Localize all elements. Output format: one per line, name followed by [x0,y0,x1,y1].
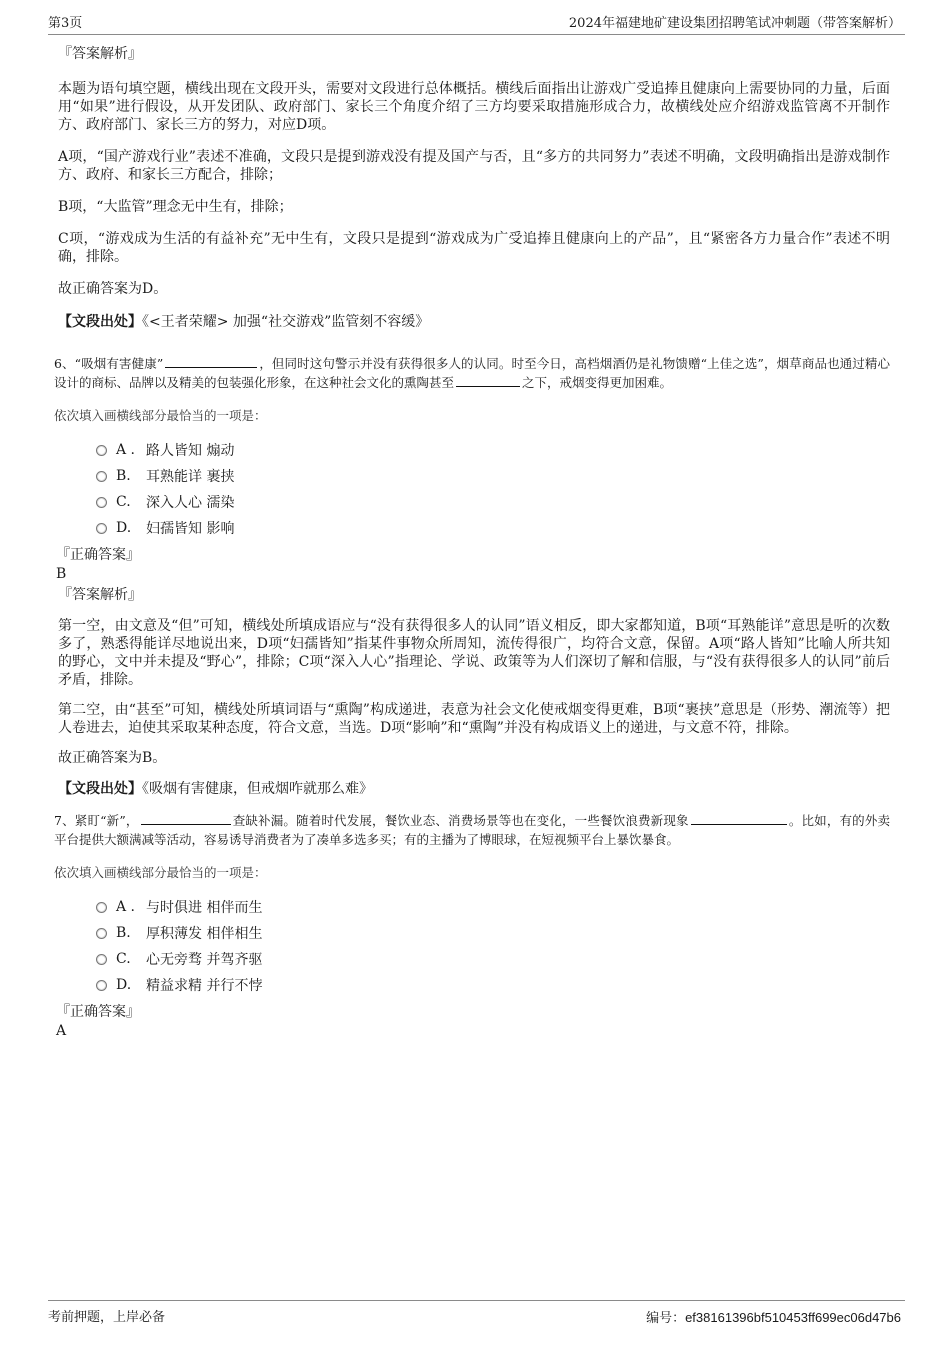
radio-icon[interactable] [96,445,107,456]
q6-source-title: 《吸烟有害健康，但戒烟咋就那么难》 [142,781,373,797]
option-letter: B. [116,925,131,941]
q6-option-c[interactable] [96,489,890,515]
radio-icon[interactable] [96,497,107,508]
q6-source [58,779,890,799]
q5-source-title: 《<王者荣耀> 加强“社交游戏”监管刻不容缓》 [142,314,430,330]
q5-conclusion: 故正确答案为D。 [58,281,168,297]
radio-icon[interactable] [96,902,107,913]
option-letter: A . [116,899,136,915]
option-letter: B. [116,468,131,484]
q6-blank-1 [165,354,257,368]
q6-blank-2 [456,373,520,387]
q6-option-d[interactable] [96,515,890,541]
q7-answer-label: 『正确答案』 [56,1004,140,1020]
q5-analysis-label: 『答案解析』 [58,46,142,62]
radio-icon[interactable] [96,980,107,991]
q7-option-b[interactable] [96,920,890,946]
option-text: 精益求精 并行不悖 [146,978,263,994]
q6-option-a[interactable] [96,437,890,463]
q7-instruction: 依次填入画横线部分最恰当的一项是： [54,865,267,880]
q7-option-c[interactable] [96,946,890,972]
radio-icon[interactable] [96,471,107,482]
q6-option-b[interactable] [96,463,890,489]
q6-options [96,437,890,541]
q6-stem-part-3: 之下，戒烟变得更加困难。 [522,375,673,390]
q6-analysis-para-1: 第一空，由文意及“但”可知，横线处所填成语应与“没有获得很多人的认同”语义相反，即大家都知道，B项“耳熟能详”意思是听的次数多了，熟悉得能详尽地说出来，D项“妇孺皆知”指某件事物众所周知，流传得很广，均符合文意，保留。A项“路人皆知”比喻人所共知的野心，文中并未提及“野心”，排除；C项“深入人心”指理论、学说、政策等为人们深切了解和信服，与“没有获得很多人的认同”前后矛盾，排除。 [58,618,890,688]
option-letter: D. [116,520,132,536]
q5-analysis-para-3: B项，“大监管”理念无中生有，排除； [58,199,293,215]
option-letter: D. [116,977,132,993]
q7-options [96,894,890,998]
radio-icon[interactable] [96,928,107,939]
radio-icon[interactable] [96,954,107,965]
q6-stem [54,354,890,392]
q6-stem-part-2: ，但同时这句警示并没有获得很多人的认同。时至今日，高档烟酒仍是礼物馈赠“上佳之选”，烟草商品也通过精心设计的商标、品牌以及精美的包装强化形象，在这种社会文化的熏陶甚至 [54,356,891,390]
q6-source-label: 【文段出处】 [58,781,142,797]
q7-blank-1 [141,811,231,825]
q5-analysis-para-4: C项，“游戏成为生活的有益补充”无中生有，文段只是提到“游戏成为广受追捧且健康向上的产品”，且“紧密各方力量合作”表述不明确，排除。 [58,231,890,265]
q5-analysis-para-2: A项，“国产游戏行业”表述不准确，文段只是提到游戏没有提及国产与否，且“多方的共同努力”表述不明确，文段明确指出是游戏制作方、政府、和家长三方配合，排除； [58,149,890,183]
page-header [48,14,905,35]
footer-code [646,1305,901,1332]
option-text: 路人皆知 煽动 [146,443,235,459]
option-text: 与时俱进 相伴而生 [146,900,263,916]
option-text: 妇孺皆知 影响 [146,521,235,537]
footer-slogan: 考前押题，上岸必备 [48,1310,166,1325]
document-title: 2024年福建地矿建设集团招聘笔试冲刺题（带答案解析） [568,16,901,31]
option-letter: A . [116,442,136,458]
q7-stem-part-2: 查缺补漏。随着时代发展，餐饮业态、消费场景等也在变化，一些餐饮浪费新现象 [232,813,689,828]
q7-option-a[interactable] [96,894,890,920]
radio-icon[interactable] [96,523,107,534]
q7-blank-2 [691,811,787,825]
option-text: 厚积薄发 相伴相生 [146,926,263,942]
q7-stem [54,811,890,849]
q6-stem-part-1: 6、“吸烟有害健康” [54,356,164,371]
q5-source [58,312,890,332]
q6-instruction: 依次填入画横线部分最恰当的一项是： [54,408,267,423]
q5-analysis-para-1: 本题为语句填空题，横线出现在文段开头，需要对文段进行总体概括。横线后面指出让游戏广受追捧且健康向上需要协同的力量，后面用“如果”进行假设，从开发团队、政府部门、家长三个角度介绍了三方均要采取措施形成合力，故横线处应介绍游戏监管离不开制作方、政府部门、家长三方的努力，对应D项。 [58,81,890,133]
q5-source-label: 【文段出处】 [58,314,142,330]
q6-answer: B [56,566,67,582]
q7-option-d[interactable] [96,972,890,998]
q6-analysis-para-2: 第二空，由“甚至”可知，横线处所填词语与“熏陶”构成递进，表意为社会文化使戒烟变得更难，B项“裹挟”意思是（形势、潮流等）把人卷进去，迫使其采取某种态度，符合文意，当选。D项“影响”和“熏陶”并没有构成语义上的递进，与文意不符，排除。 [58,702,890,736]
q7-stem-part-1: 7、紧盯“新”， [54,813,139,828]
option-letter: C. [116,951,131,967]
main-content [48,44,890,1040]
option-text: 耳熟能详 裹挟 [146,469,235,485]
footer-code-label: 编号： [646,1311,686,1326]
q6-conclusion: 故正确答案为B。 [58,750,167,766]
page-footer [48,1300,905,1327]
q6-analysis-label: 『答案解析』 [58,587,142,603]
q7-stem-part-3: 。比如，有的外卖平台提供大额满减等活动，容易诱导消费者为了凑单多选多买；有的主播为了博眼球，在短视频平台上暴饮暴食。 [54,813,890,847]
option-text: 心无旁骛 并驾齐驱 [146,952,263,968]
q7-answer: A [56,1023,67,1039]
page-number: 第3页 [48,16,83,31]
q6-answer-label: 『正确答案』 [56,547,140,563]
footer-code-value: ef38161396bf510453ff699ec06d47b6 [685,1310,901,1325]
option-text: 深入人心 濡染 [146,495,235,511]
option-letter: C. [116,494,131,510]
